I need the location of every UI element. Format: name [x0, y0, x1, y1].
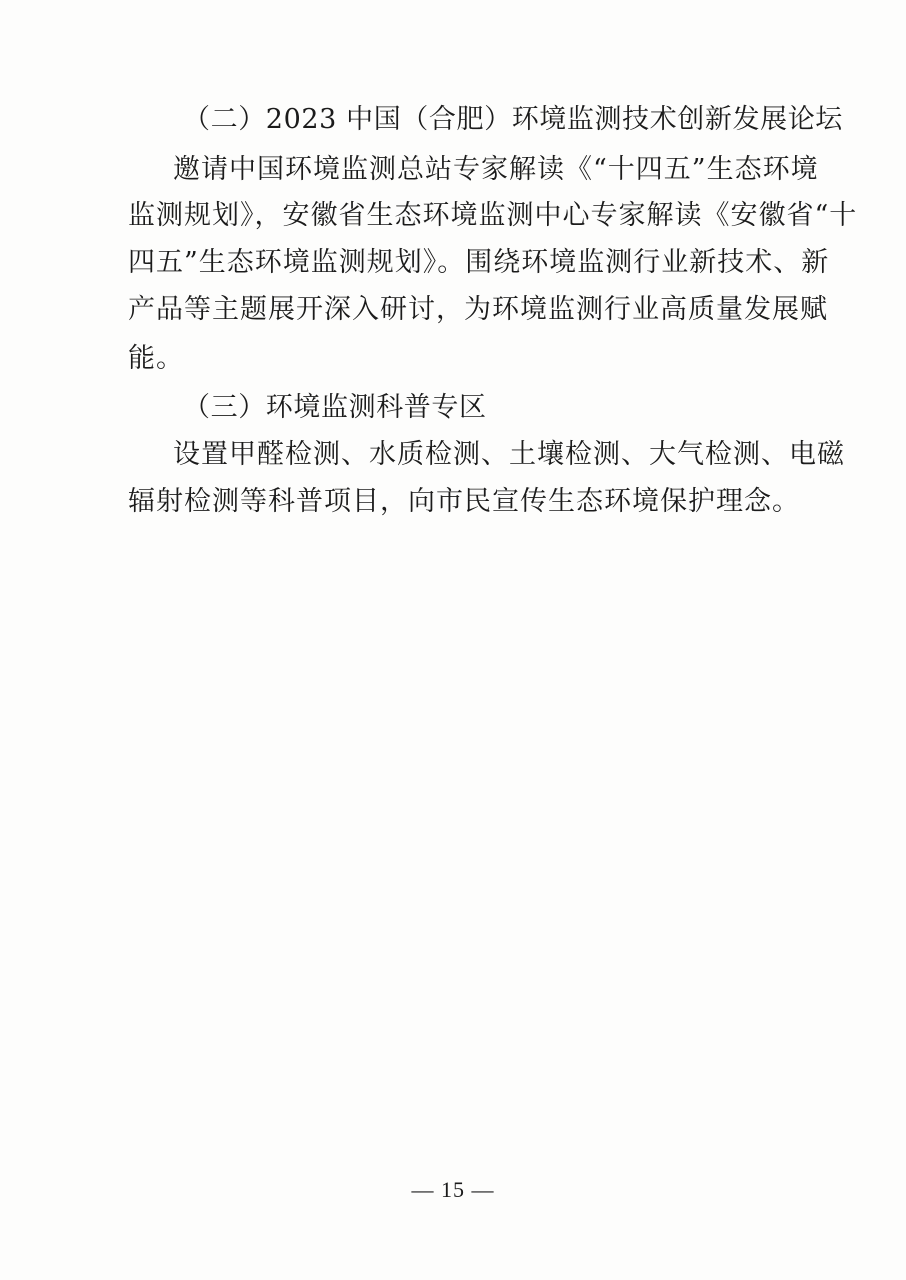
section-2-paragraph-line: 能。 — [128, 343, 184, 374]
section-2-paragraph-line: 邀请中国环境监测总站专家解读《“十四五”生态环境 — [173, 154, 819, 185]
section-2-paragraph-line: 四五”生态环境监测规划》。围绕环境监测行业新技术、新 — [128, 247, 830, 278]
page-number: — 15 — — [411, 1177, 495, 1202]
section-2-paragraph-line: 产品等主题展开深入研讨，为环境监测行业高质量发展赋 — [128, 294, 828, 325]
section-2-heading: （二）2023 中国（合肥）环境监测技术创新发展论坛 — [183, 104, 843, 135]
section-3-heading: （三）环境监测科普专区 — [183, 392, 487, 423]
section-3-paragraph-line: 设置甲醛检测、水质检测、土壤检测、大气检测、电磁 — [173, 439, 845, 470]
section-2-paragraph-line: 监测规划》，安徽省生态环境监测中心专家解读《安徽省“十 — [128, 200, 858, 231]
section-3-paragraph-line: 辐射检测等科普项目，向市民宣传生态环境保护理念。 — [128, 486, 800, 517]
